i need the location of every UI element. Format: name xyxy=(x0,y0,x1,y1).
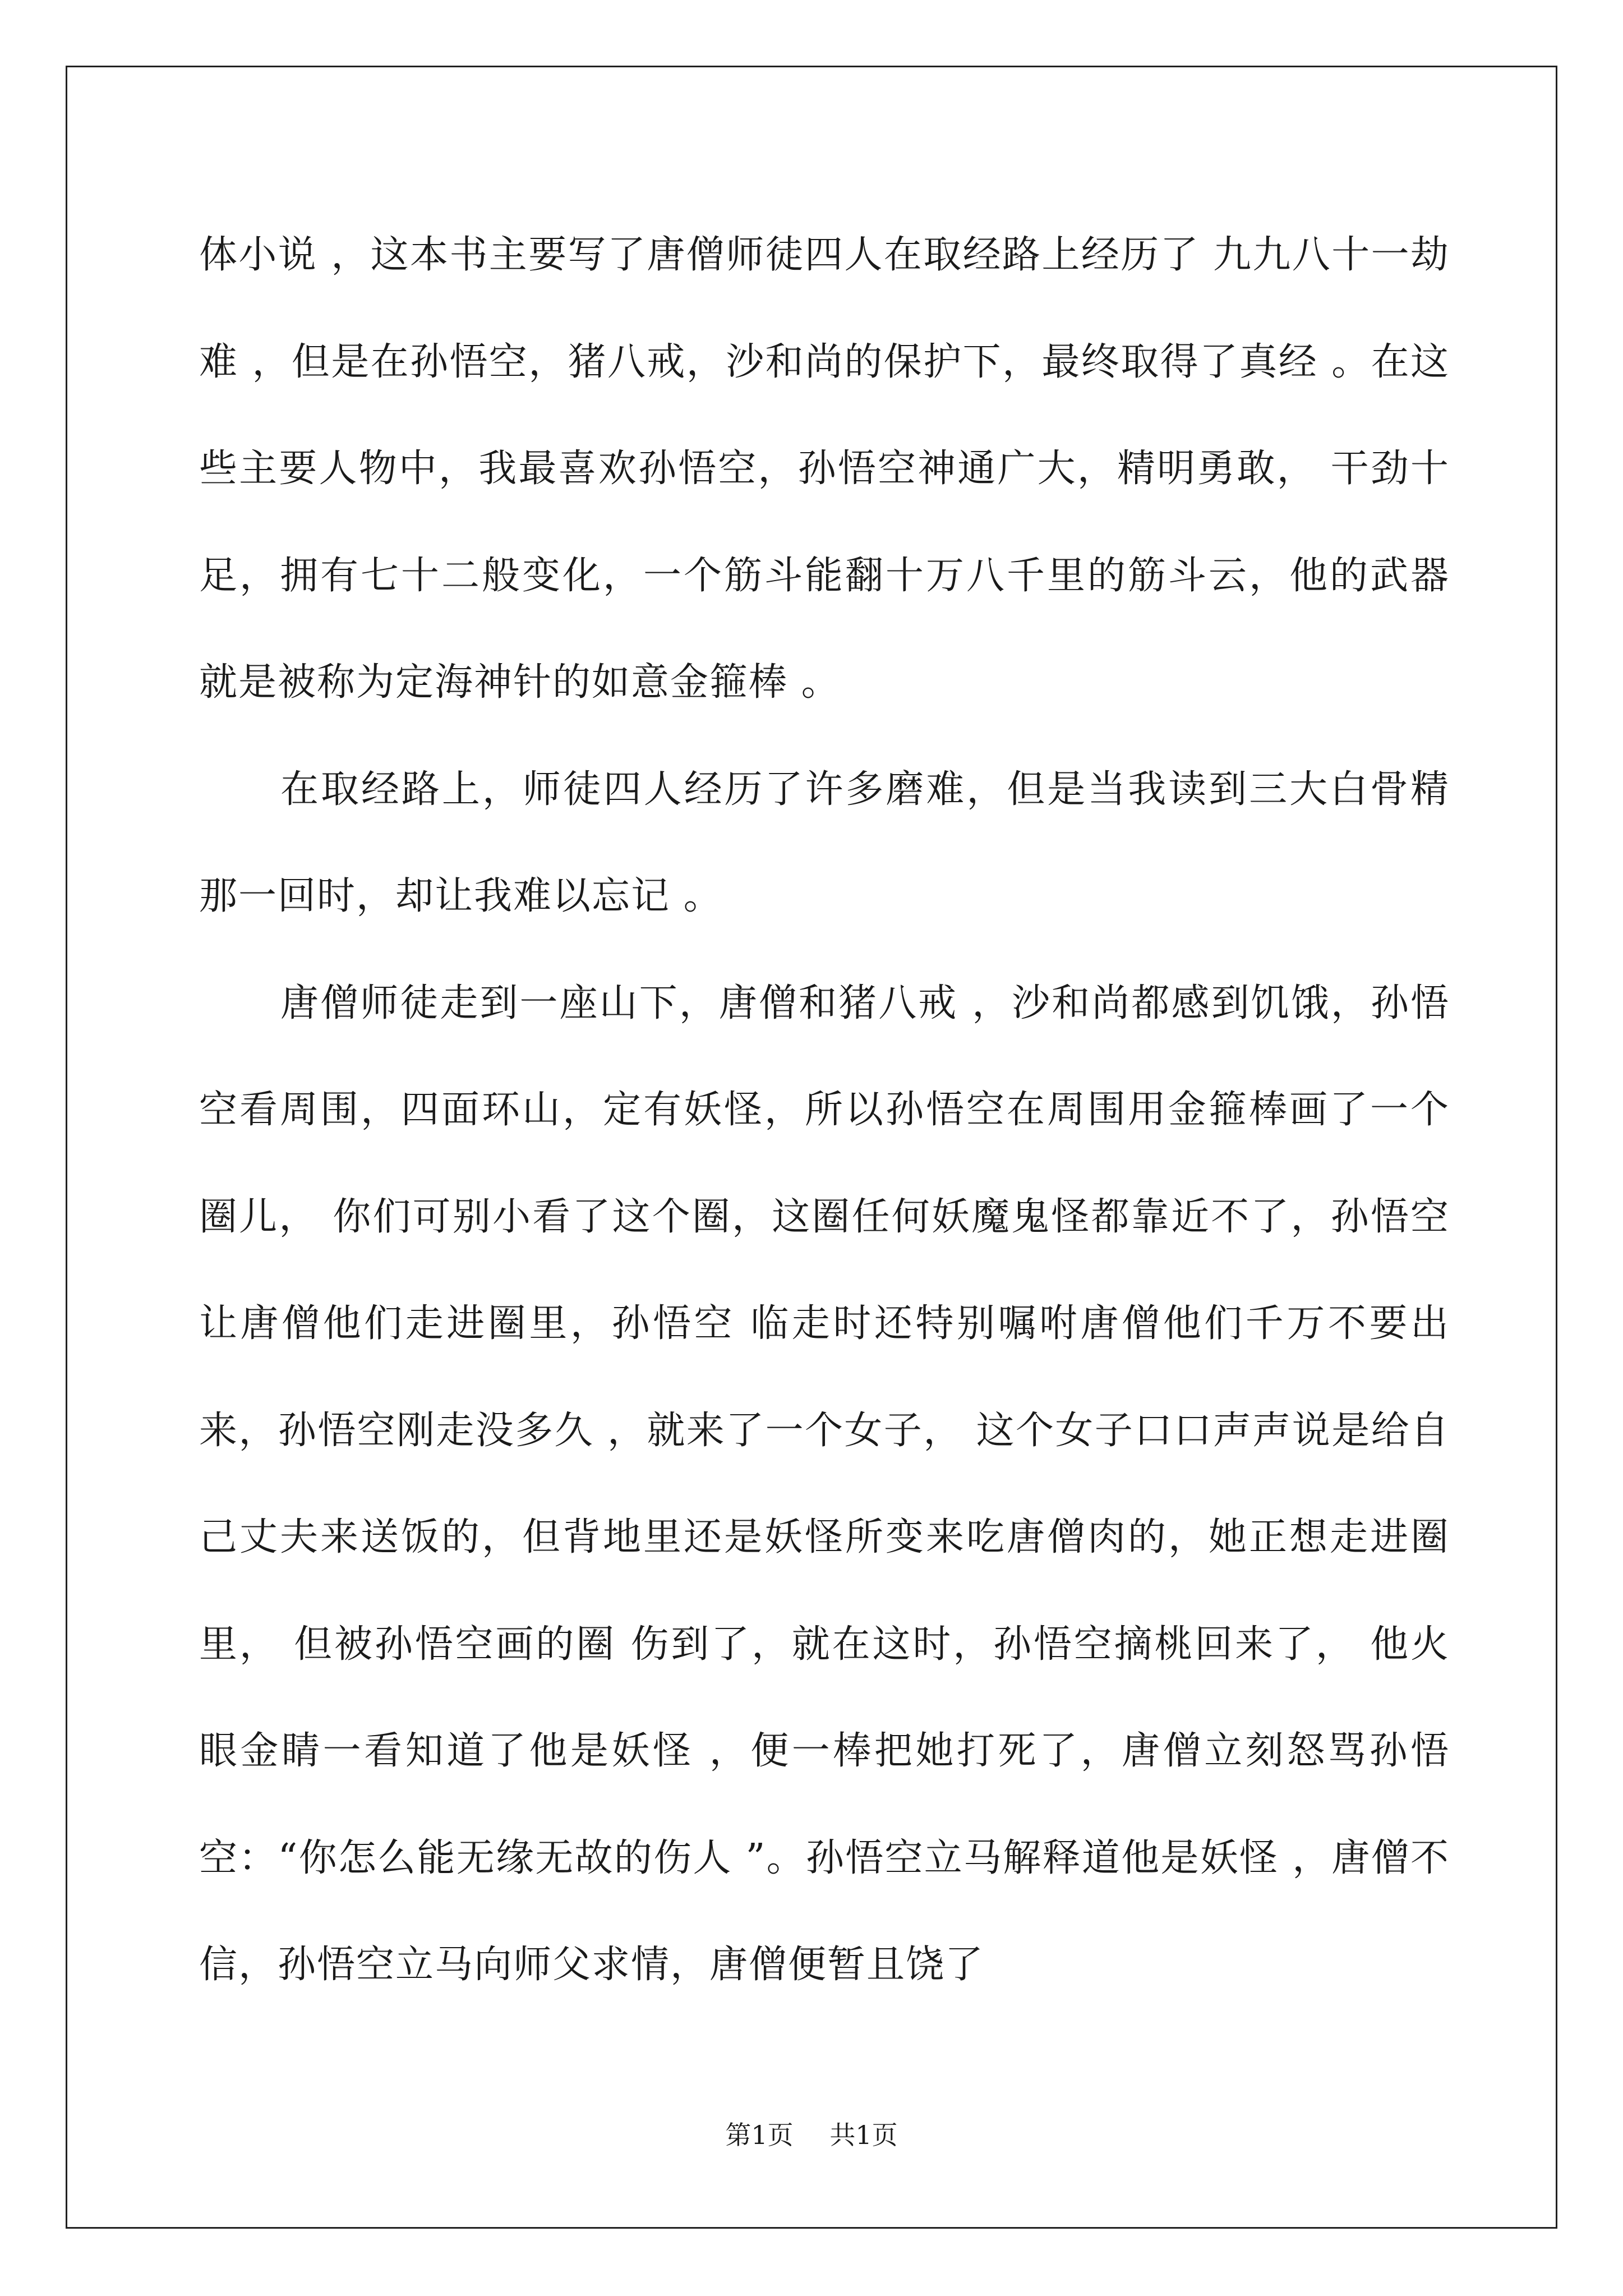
paragraph-3: 唐僧师徒走到一座山下，唐僧和猪八戒 ，沙和尚都感到饥饿，孙悟空看周围，四面环山，定有妖怪，所以孙悟空在周围用金箍棒画了一个圈儿， 你们可别小看了这个圈，这圈任何妖魔鬼怪都靠近不了，孙悟空让唐僧他们走进圈里，孙悟空 临走时还特别嘱咐唐僧他们千万不要出来，孙悟空刚走没多久 ，就来了一个女子， 这个女子口口声声说是给自己丈夫来送饭的，但背地里还是妖怪所变来吃唐僧肉的，她正想走进圈里， 但被孙悟空画的圈 伤到了，就在这时，孙悟空摘桃回来了， 他火眼金睛一看知道了他是妖怪 ，便一棒把她打死了，唐僧立刻怒骂孙悟空：“你怎么能无缘无故的伤人 ”。孙悟空立马解释道他是妖怪 ，唐僧不信，孙悟空立马向师父求情，唐僧便暂且饶了 xyxy=(199,981,1450,1987)
paragraph-2: 在取经路上，师徒四人经历了许多磨难，但是当我读到三大白骨精那一回时，却让我难以忘记 。 xyxy=(199,767,1450,918)
paragraph-1: 体小说 ，这本书主要写了唐僧师徒四人在取经路上经历了 九九八十一劫难 ，但是在孙悟空，猪八戒，沙和尚的保护下，最终取得了真经 。在这些主要人物中，我最喜欢孙悟空，孙悟空神通广大，精明勇敢， 干劲十足，拥有七十二般变化，一个筋斗能翻十万八千里的筋斗云，他的武器就是被称为定海神针的如意金箍棒 。 xyxy=(199,233,1450,705)
page-total: 共1页 xyxy=(829,2120,898,2150)
page-number: 第1页 xyxy=(725,2120,794,2150)
document-body xyxy=(199,202,1450,2019)
page-footer xyxy=(0,2115,1623,2152)
